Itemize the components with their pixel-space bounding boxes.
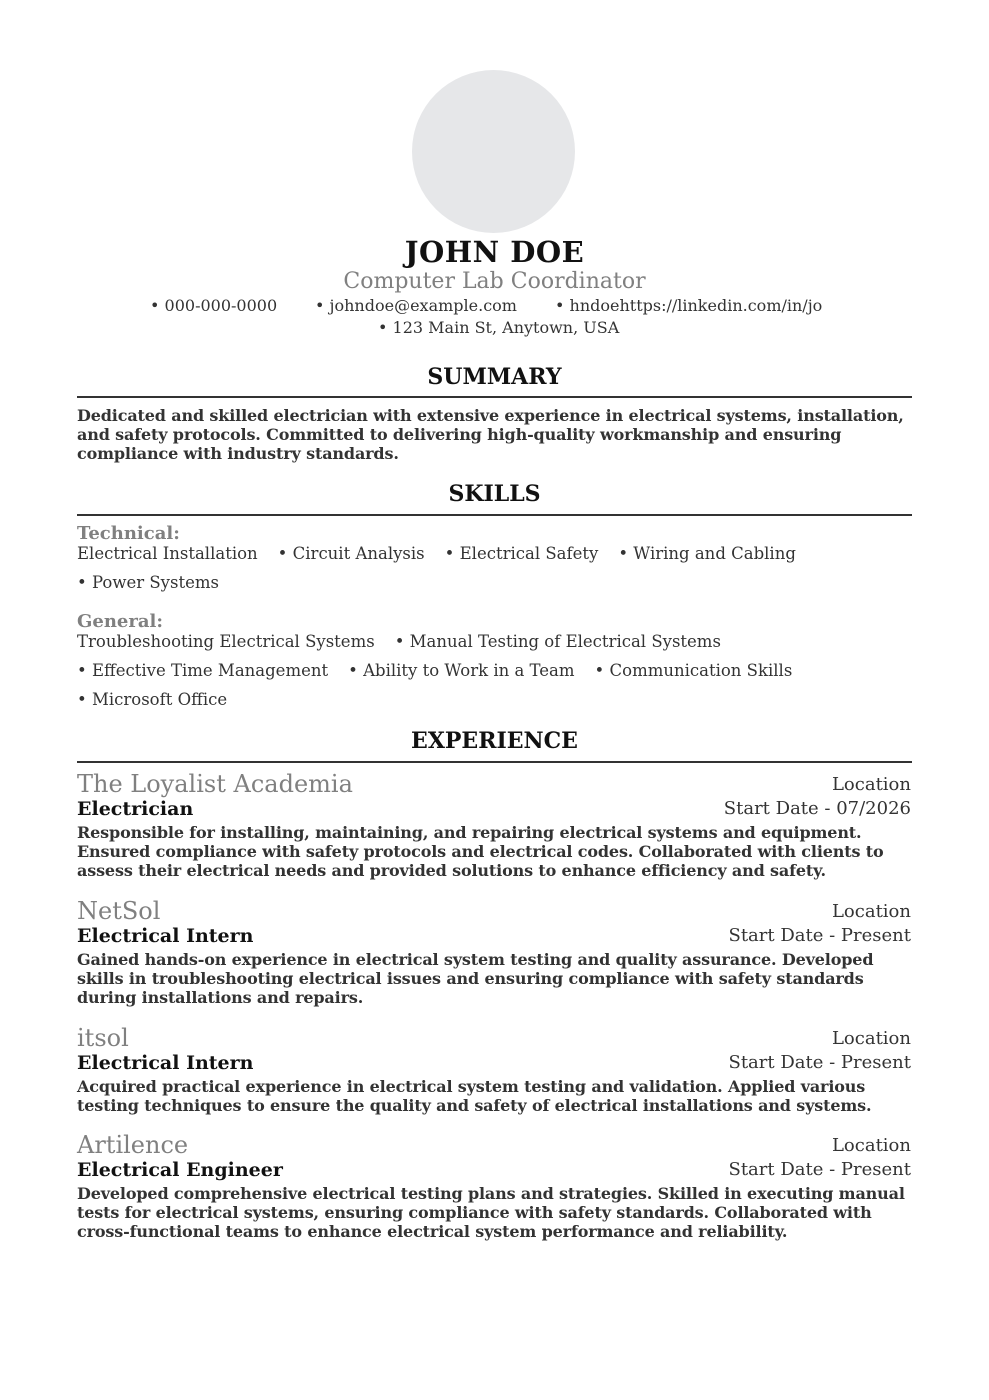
job-company: itsol — [77, 1024, 129, 1052]
contact-email: • johndoe@example.com — [315, 296, 517, 315]
job-company: The Loyalist Academia — [77, 770, 353, 798]
job-role: Electrical Engineer — [77, 1159, 283, 1181]
job-location: Location — [831, 901, 911, 922]
job-dates: Start Date - Present — [728, 1052, 911, 1073]
job-description: Developed comprehensive electrical testing plans and strategies. Skilled in executing manual tests for electrical systems, ensuring compliance with safety standards. Collaborated with cross-functional teams to enhance electrical system performance and reliability. — [77, 1184, 905, 1241]
job-description: Acquired practical experience in electrical system testing and validation. Applied various testing techniques to ensure the quality and safety of electrical installations and systems. — [77, 1077, 872, 1115]
skills-general-label: General: — [77, 611, 163, 632]
summary-text: Dedicated and skilled electrician with extensive experience in electrical systems, installation, and safety protocols. Committed to delivering high-quality workmanship and ensuring compliance with industry standards. — [77, 406, 904, 463]
job-dates: Start Date - 07/2026 — [723, 798, 911, 819]
contact-linkedin: • hndoehttps://linkedin.com/in/jo — [555, 296, 823, 315]
contact-phone: • 000-000-0000 — [150, 296, 278, 315]
profile-photo-placeholder — [412, 70, 575, 233]
experience-divider — [77, 761, 912, 763]
skill-item: • Circuit Analysis — [277, 544, 425, 563]
skills-divider — [77, 514, 912, 516]
summary-divider — [77, 396, 912, 398]
job-company: Artilence — [77, 1131, 189, 1159]
job-description: Gained hands-on experience in electrical system testing and quality assurance. Developed skills in troubleshooting electrical issues and ensuring compliance with safety standards during installations and repairs. — [77, 950, 874, 1007]
skills-technical-row — [77, 544, 816, 563]
experience-heading: EXPERIENCE — [411, 728, 578, 754]
skill-item: • Effective Time Management — [77, 661, 329, 680]
candidate-name: JOHN DOE — [404, 235, 585, 269]
skill-item: • Wiring and Cabling — [618, 544, 796, 563]
job-location: Location — [831, 1135, 911, 1156]
skills-general-row — [77, 661, 812, 680]
summary-heading: SUMMARY — [427, 364, 562, 390]
skills-general-row — [77, 632, 741, 651]
job-role: Electrician — [77, 798, 194, 820]
skills-technical-label: Technical: — [77, 523, 180, 544]
skill-item: • Electrical Safety — [444, 544, 599, 563]
skills-heading: SKILLS — [448, 481, 541, 507]
job-dates: Start Date - Present — [728, 1159, 911, 1180]
job-company: NetSol — [77, 897, 161, 925]
skill-item: • Power Systems — [77, 573, 219, 592]
job-dates: Start Date - Present — [728, 925, 911, 946]
job-role: Electrical Intern — [77, 1052, 254, 1074]
job-location: Location — [831, 1028, 911, 1049]
skill-item: Troubleshooting Electrical Systems — [77, 632, 375, 651]
skill-item: • Manual Testing of Electrical Systems — [394, 632, 721, 651]
skills-general-row — [77, 690, 247, 709]
job-role: Electrical Intern — [77, 925, 254, 947]
job-location: Location — [831, 774, 911, 795]
skill-item: • Ability to Work in a Team — [348, 661, 575, 680]
skills-technical-row — [77, 573, 239, 592]
skill-item: • Communication Skills — [594, 661, 793, 680]
skill-item: • Microsoft Office — [77, 690, 228, 709]
job-description: Responsible for installing, maintaining, and repairing electrical systems and equipment. Ensured compliance with safety protocols and electrical codes. Collaborated with clients to assess their electrical needs and provided solutions to enhance efficiency and safety. — [77, 823, 884, 880]
skill-item: Electrical Installation — [77, 544, 258, 563]
contact-address: • 123 Main St, Anytown, USA — [378, 318, 620, 337]
candidate-title: Computer Lab Coordinator — [343, 269, 646, 294]
